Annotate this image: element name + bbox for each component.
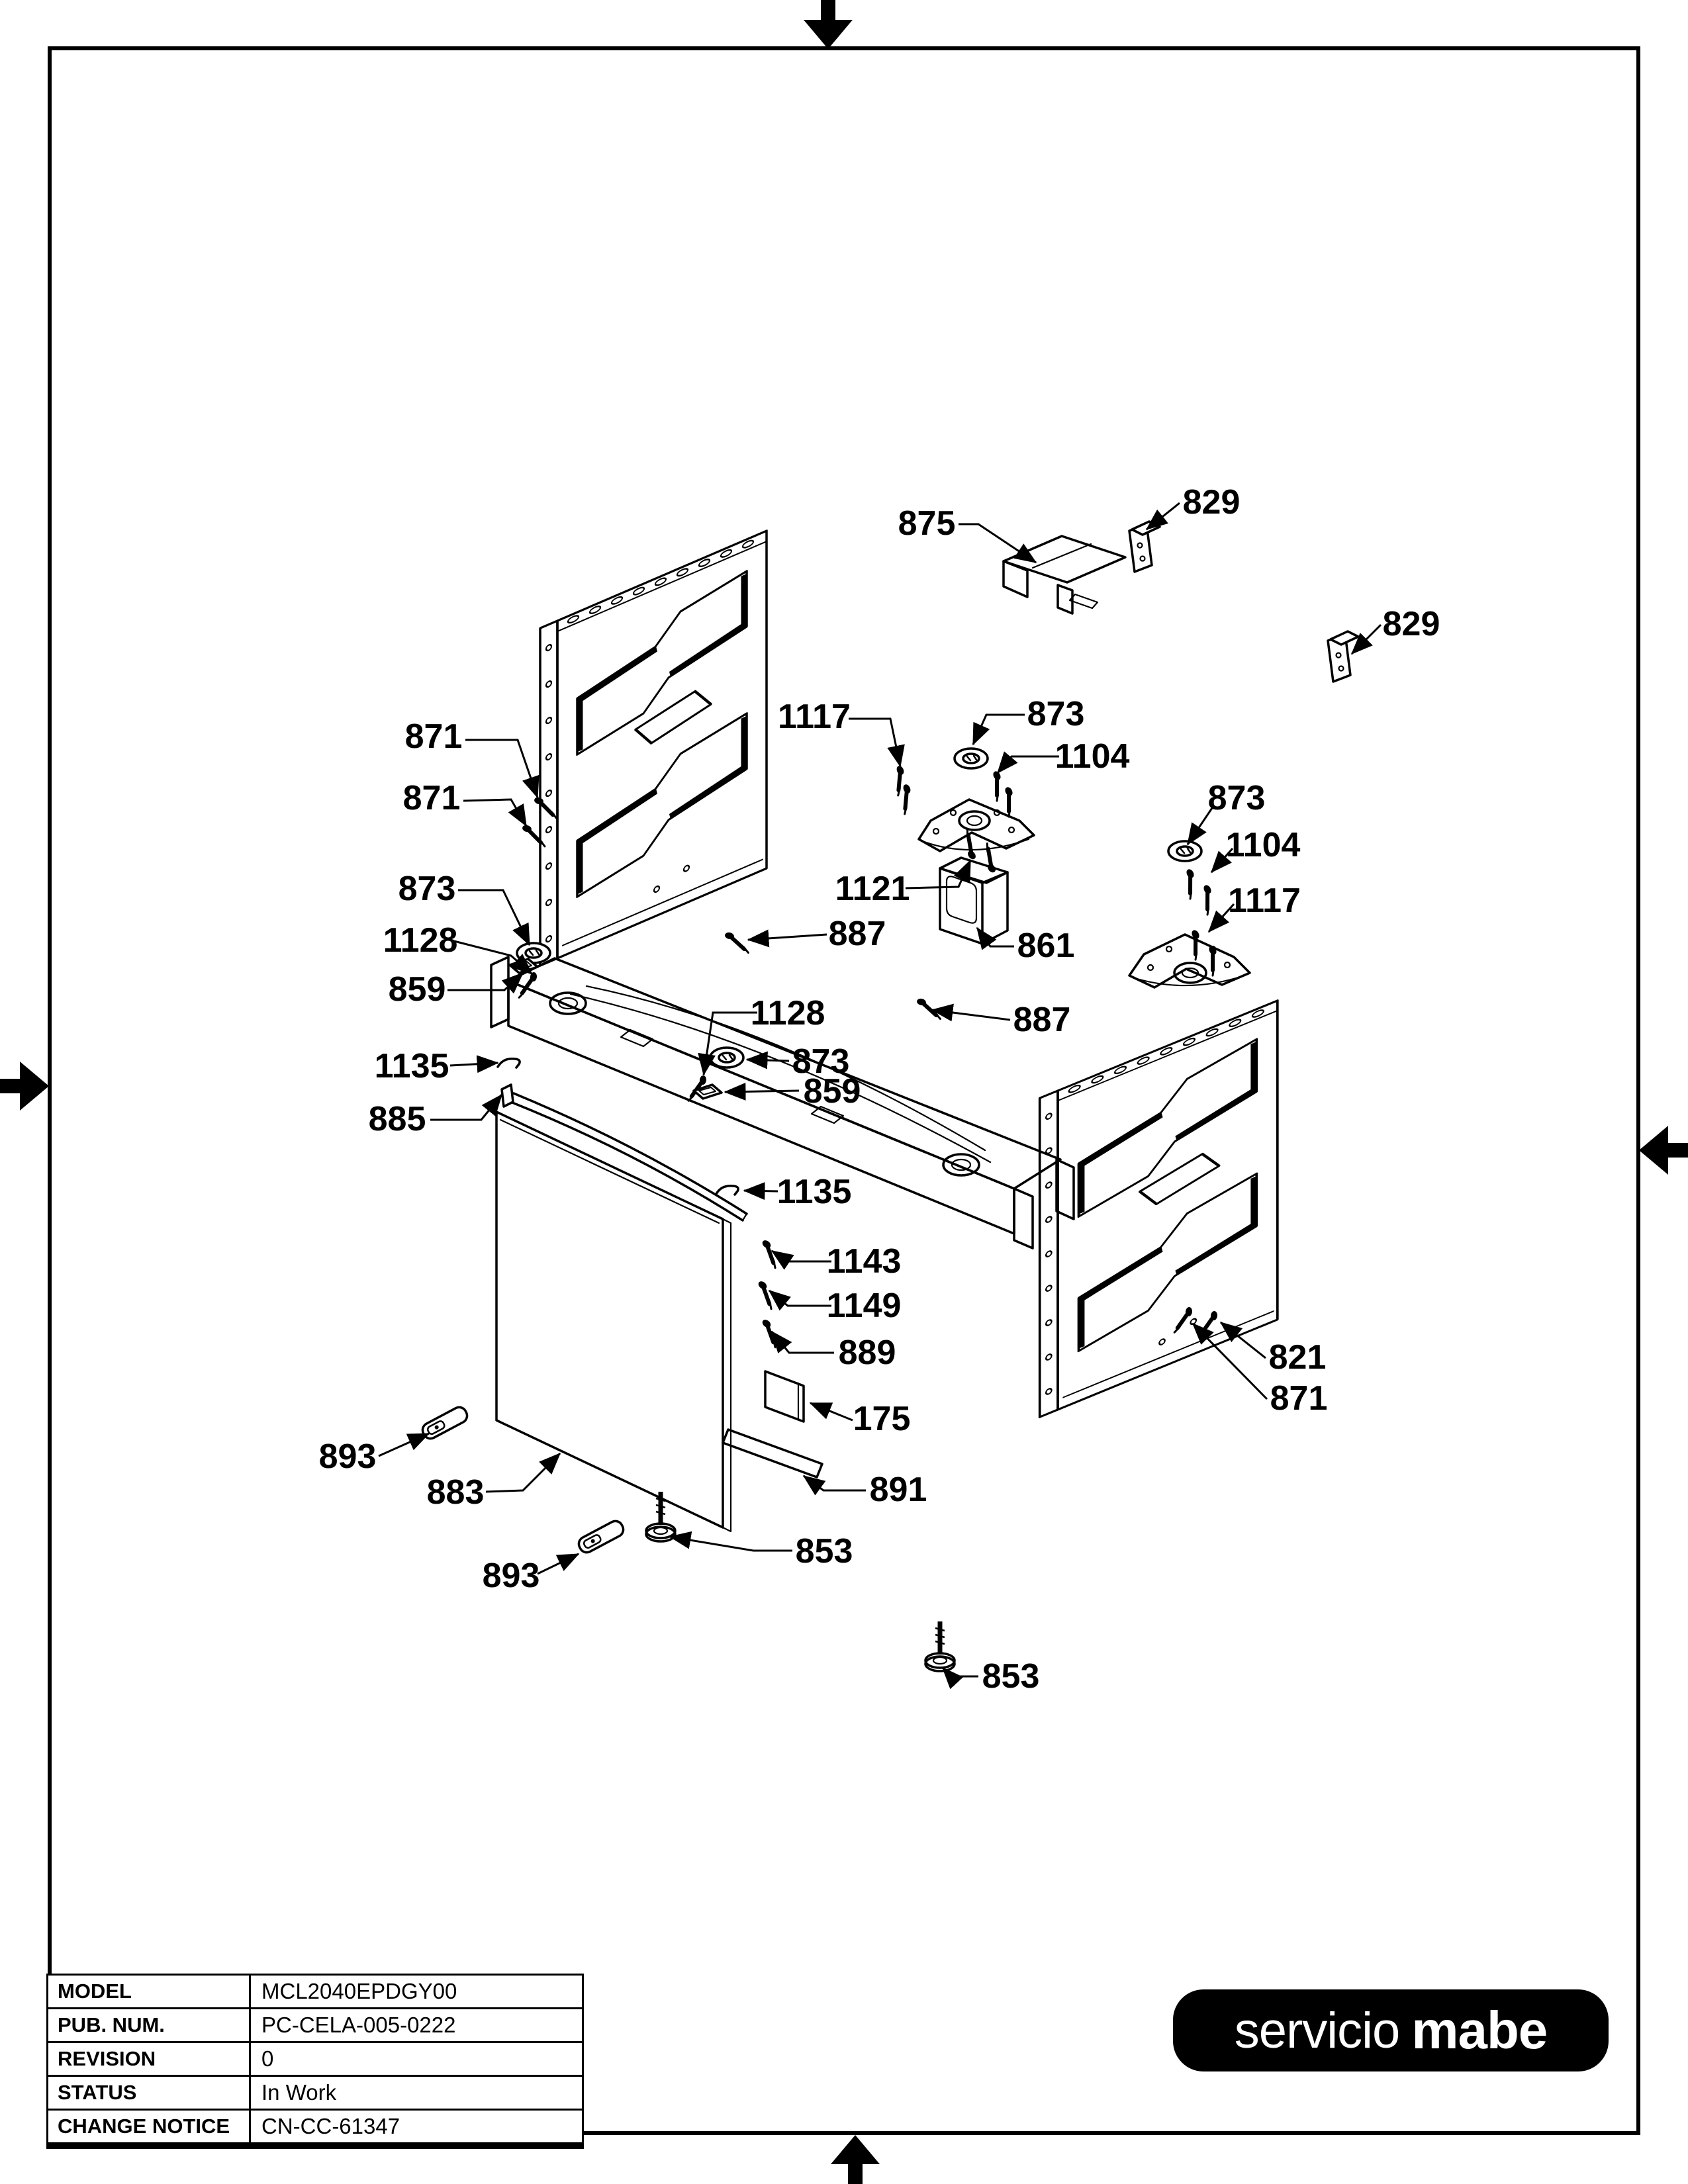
table-row — [48, 2041, 582, 2075]
front-trim-strip — [502, 1085, 747, 1220]
leader-line-859 — [725, 1091, 799, 1092]
info-label: CHANGE NOTICE — [48, 2111, 251, 2142]
junction-box-861 — [940, 858, 1008, 944]
leader-line-871 — [465, 740, 538, 797]
part-label-891: 891 — [869, 1471, 927, 1509]
grommet-873-mid — [710, 1048, 743, 1068]
leader-line-873 — [458, 890, 530, 945]
part-label-873: 873 — [1027, 695, 1085, 733]
part-label-887: 887 — [1013, 1001, 1071, 1039]
logo-prefix-text: servicio — [1234, 2002, 1400, 2059]
table-row — [48, 2075, 582, 2109]
leader-line-883 — [486, 1453, 560, 1492]
clip-829-right — [1328, 631, 1358, 682]
label-plate-175 — [765, 1371, 804, 1422]
leader-line-175 — [810, 1403, 853, 1420]
leader-line-1117 — [849, 719, 900, 766]
registration-arrow-top — [804, 0, 853, 49]
info-label: MODEL — [48, 1976, 251, 2007]
leader-line-871 — [1193, 1324, 1267, 1399]
part-label-1117: 1117 — [778, 698, 851, 736]
part-label-859: 859 — [388, 970, 446, 1009]
part-label-875: 875 — [898, 504, 956, 543]
corner-bracket-left — [919, 799, 1034, 851]
door-panel — [496, 1112, 731, 1531]
part-label-821: 821 — [1268, 1338, 1327, 1377]
registration-arrow-left — [0, 1062, 49, 1111]
part-label-1121: 1121 — [835, 870, 910, 908]
part-label-1128: 1128 — [750, 994, 825, 1032]
table-row — [48, 1976, 582, 2007]
part-label-861: 861 — [1017, 927, 1075, 965]
part-label-889: 889 — [838, 1334, 896, 1372]
part-label-871: 871 — [402, 779, 461, 817]
part-label-1135: 1135 — [776, 1173, 852, 1211]
clip-893-bottom — [577, 1519, 626, 1555]
part-label-1104: 1104 — [1055, 737, 1130, 776]
grommet-873-right — [1168, 841, 1201, 861]
callouts — [319, 483, 1440, 1696]
part-label-887: 887 — [828, 915, 886, 953]
leader-line-885 — [430, 1095, 502, 1120]
leader-line-887 — [748, 934, 827, 940]
leader-line-893 — [538, 1554, 579, 1574]
clip-829-top — [1129, 522, 1160, 572]
table-row — [48, 2109, 582, 2142]
part-label-893: 893 — [318, 1437, 377, 1476]
part-label-859: 859 — [803, 1072, 861, 1111]
info-value: CN-CC-61347 — [261, 2114, 400, 2138]
info-value: MCL2040EPDGY00 — [261, 1979, 457, 2003]
part-label-893: 893 — [482, 1557, 540, 1595]
part-label-1135: 1135 — [374, 1047, 449, 1085]
part-label-883: 883 — [426, 1473, 485, 1512]
leader-line-1143 — [772, 1251, 831, 1261]
servicio-mabe-logo — [1173, 1989, 1609, 2071]
leader-line-889 — [772, 1332, 834, 1353]
leader-line-875 — [959, 524, 1036, 563]
leader-line-829 — [1352, 625, 1381, 654]
part-label-871: 871 — [1270, 1379, 1328, 1418]
clip-893-left — [420, 1405, 470, 1441]
info-value: In Work — [261, 2080, 337, 2105]
part-label-1104: 1104 — [1225, 826, 1301, 864]
grommet-873-top — [955, 749, 988, 768]
leader-line-873 — [747, 1060, 789, 1061]
leveling-foot-top — [646, 1492, 675, 1541]
part-label-829: 829 — [1182, 483, 1241, 522]
hinge-bracket-875 — [1004, 536, 1125, 614]
part-label-1149: 1149 — [826, 1287, 902, 1325]
left-side-panel — [540, 531, 767, 966]
leader-line-1135 — [450, 1063, 498, 1066]
leader-line-873 — [973, 715, 1025, 745]
label-strip-891 — [723, 1430, 822, 1477]
table-row — [48, 2007, 582, 2041]
registration-arrow-bottom — [831, 2135, 880, 2184]
leader-line-891 — [804, 1476, 866, 1490]
leveling-foot-bottom — [925, 1621, 955, 1671]
part-label-871: 871 — [404, 717, 463, 756]
part-label-1128: 1128 — [383, 921, 458, 960]
part-label-829: 829 — [1382, 605, 1440, 643]
info-value: 0 — [261, 2046, 274, 2071]
part-label-853: 853 — [795, 1532, 853, 1570]
part-label-873: 873 — [398, 870, 456, 908]
leader-line-1149 — [769, 1291, 831, 1306]
part-label-1143: 1143 — [826, 1242, 902, 1281]
info-label: STATUS — [48, 2077, 251, 2109]
info-table — [46, 1974, 584, 2149]
right-side-panel — [1040, 1001, 1278, 1417]
hook-1135-left — [498, 1059, 520, 1068]
part-label-853: 853 — [982, 1657, 1040, 1696]
registration-arrow-right — [1639, 1126, 1688, 1175]
part-label-873: 873 — [1207, 779, 1266, 817]
leader-line-887 — [932, 1010, 1010, 1020]
hook-1135-mid — [716, 1186, 738, 1195]
part-label-175: 175 — [853, 1400, 911, 1438]
info-label: PUB. NUM. — [48, 2009, 251, 2041]
leader-line-1104 — [998, 756, 1059, 773]
info-label: REVISION — [48, 2043, 251, 2075]
info-value: PC-CELA-005-0222 — [261, 2013, 456, 2037]
part-label-1117: 1117 — [1228, 882, 1301, 920]
part-label-885: 885 — [368, 1100, 426, 1138]
leader-line-893 — [379, 1433, 429, 1456]
leader-line-829 — [1147, 503, 1180, 529]
corner-bracket-right — [1129, 934, 1250, 987]
leader-line-871 — [463, 799, 526, 826]
logo-brand-text: mabe — [1411, 2001, 1548, 2060]
leader-line-853 — [670, 1537, 792, 1551]
part-label-873: 873 — [792, 1042, 850, 1081]
